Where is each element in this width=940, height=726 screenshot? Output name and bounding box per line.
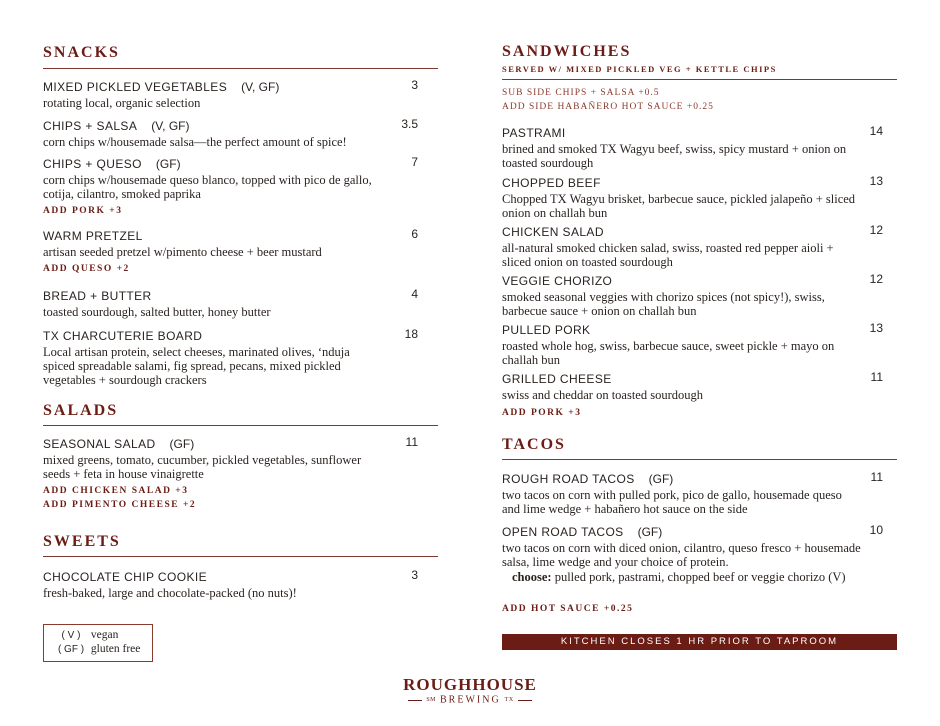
item-price: 6 [411, 227, 418, 241]
legend-gluten-free [54, 643, 140, 655]
item-name: BREAD + BUTTER [43, 289, 152, 303]
item-description: all-natural smoked chicken salad, swiss, roasted red pepper aioli + sliced onion on toasted sourdough [502, 241, 834, 269]
item-description: artisan seeded pretzel w/pimento cheese + beer mustard [43, 245, 322, 259]
item-name: CHIPS + SALSA [43, 119, 138, 133]
dietary-legend [43, 624, 153, 662]
item-price: 3 [411, 568, 418, 582]
salads-rule [43, 425, 438, 426]
menu-item-grilled-cheese [502, 370, 897, 402]
menu-item-veggie-chorizo [502, 272, 897, 318]
menu-item-pulled-pork [502, 321, 897, 367]
item-price: 13 [869, 174, 883, 188]
item-name: OPEN ROAD TACOS [502, 525, 624, 539]
menu-item-chopped-beef [502, 174, 897, 220]
item-price: 3.5 [401, 117, 418, 131]
item-price: 10 [869, 523, 883, 537]
logo-sub [400, 694, 540, 706]
item-description: roasted whole hog, swiss, barbecue sauce, sweet pickle + mayo on challah bun [502, 339, 835, 367]
logo-divider [518, 700, 532, 701]
legend-code: ( V ) [61, 630, 81, 641]
item-description: brined and smoked TX Wagyu beef, swiss, spicy mustard + onion on toasted sourdough [502, 142, 847, 170]
menu-item-chips-salsa [43, 117, 438, 149]
item-price: 13 [869, 321, 883, 335]
item-tag: (V, GF) [241, 80, 280, 94]
logo-right: TX [504, 697, 514, 703]
addon-pork: ADD PORK +3 [43, 206, 123, 216]
menu-item-rough-road-tacos [502, 470, 897, 516]
item-name: GRILLED CHEESE [502, 372, 612, 386]
item-price: 14 [869, 124, 883, 138]
snacks-title: SNACKS [43, 44, 120, 61]
item-tag: (V, GF) [151, 119, 190, 133]
logo-left: SM [426, 697, 436, 703]
kitchen-hours-banner: KITCHEN CLOSES 1 HR PRIOR TO TAPROOM [502, 634, 897, 650]
legend-label: vegan [90, 629, 119, 641]
item-name: SEASONAL SALAD [43, 437, 156, 451]
item-price: 3 [411, 78, 418, 92]
item-tag: (GF) [637, 525, 663, 539]
item-description: mixed greens, tomato, cucumber, pickled vegetables, sunflower seeds + feta in house vinaigrette [43, 453, 362, 481]
addon-pork: ADD PORK +3 [502, 408, 582, 418]
item-price: 12 [869, 272, 883, 286]
addon-queso: ADD QUESO +2 [43, 264, 130, 274]
item-name: PULLED PORK [502, 323, 591, 337]
item-description: corn chips w/housemade queso blanco, topped with pico de gallo, cotija, cilantro, smoked paprika [43, 173, 372, 201]
item-description: corn chips w/housemade salsa—the perfect amount of spice! [43, 135, 347, 149]
menu-item-pastrami [502, 124, 897, 170]
sub-note-chips-salsa: SUB SIDE CHIPS + SALSA +0.5 [502, 88, 660, 98]
sandwiches-rule [502, 79, 897, 80]
item-description: smoked seasonal veggies with chorizo spices (not spicy!), swiss, barbecue sauce + onion on challah bun [502, 290, 825, 318]
legend-code: ( GF ) [57, 644, 85, 655]
item-description: two tacos on corn with pulled pork, pico de gallo, housemade queso and lime wedge + habañero hot sauce on the side [502, 488, 842, 516]
menu-item-open-road-tacos [502, 523, 897, 569]
item-name: VEGGIE CHORIZO [502, 274, 613, 288]
menu-item-mixed-pickled-vegetables [43, 78, 438, 110]
sandwiches-title: SANDWICHES [502, 43, 632, 60]
menu-item-bread-butter [43, 287, 438, 319]
item-name: CHICKEN SALAD [502, 225, 604, 239]
item-price: 11 [405, 435, 418, 449]
item-description: two tacos on corn with diced onion, cilantro, queso fresco + housemade salsa, lime wedge and your choice of protein. [502, 541, 861, 569]
menu-item-chicken-salad [502, 223, 897, 269]
item-name: CHOPPED BEEF [502, 176, 601, 190]
item-name: MIXED PICKLED VEGETABLES [43, 80, 228, 94]
tacos-title: TACOS [502, 436, 566, 453]
logo-name: ROUGHHOUSE [403, 675, 537, 694]
item-description: rotating local, organic selection [43, 96, 201, 110]
item-description: Chopped TX Wagyu brisket, barbecue sauce, pickled jalapeño + sliced onion on challah bun [502, 192, 856, 220]
item-description: toasted sourdough, salted butter, honey butter [43, 305, 271, 319]
item-name: PASTRAMI [502, 126, 566, 140]
sandwiches-subtitle: SERVED W/ MIXED PICKLED VEG + KETTLE CHIPS [502, 64, 777, 74]
addon-chicken-salad: ADD CHICKEN SALAD +3 [43, 486, 189, 496]
item-price: 11 [870, 370, 883, 384]
menu-item-seasonal-salad [43, 435, 438, 481]
sweets-rule [43, 556, 438, 557]
item-description: Local artisan protein, select cheeses, marinated olives, ‘nduja spiced spreadable salami, fig spread, pecans, mixed pickled vegetables + sourdough crackers [43, 345, 350, 387]
legend-vegan [54, 629, 118, 641]
sweets-title: SWEETS [43, 533, 121, 550]
item-name: CHOCOLATE CHIP COOKIE [43, 570, 207, 584]
logo-brewing: BREWING [440, 694, 501, 706]
item-price: 12 [869, 223, 883, 237]
logo-divider [408, 700, 422, 701]
tacos-rule [502, 459, 897, 460]
addon-pimento-cheese: ADD PIMENTO CHEESE +2 [43, 500, 197, 510]
menu-item-chips-queso [43, 155, 438, 201]
roughhouse-logo [400, 676, 540, 706]
choose-label: choose: [512, 570, 552, 584]
choose-text: pulled pork, pastrami, chopped beef or veggie chorizo (V) [554, 570, 846, 584]
item-price: 4 [411, 287, 418, 301]
item-price: 11 [870, 470, 883, 484]
item-tag: (GF) [169, 437, 195, 451]
menu-item-tx-charcuterie-board [43, 327, 438, 387]
protein-choice [512, 570, 852, 584]
item-tag: (GF) [155, 157, 181, 171]
item-name: ROUGH ROAD TACOS [502, 472, 635, 486]
item-description: swiss and cheddar on toasted sourdough [502, 388, 704, 402]
item-name: CHIPS + QUESO [43, 157, 142, 171]
menu-item-warm-pretzel [43, 227, 438, 259]
item-name: WARM PRETZEL [43, 229, 143, 243]
menu-item-chocolate-chip-cookie [43, 568, 438, 600]
item-description: fresh-baked, large and chocolate-packed (no nuts)! [43, 586, 297, 600]
item-price: 7 [411, 155, 418, 169]
item-name: TX CHARCUTERIE BOARD [43, 329, 203, 343]
salads-title: SALADS [43, 402, 119, 419]
snacks-rule [43, 68, 438, 69]
addon-hot-sauce: ADD HOT SAUCE +0.25 [502, 604, 634, 614]
sub-note-hot-sauce: ADD SIDE HABAÑERO HOT SAUCE +0.25 [502, 102, 714, 112]
legend-label: gluten free [90, 643, 141, 655]
item-price: 18 [404, 327, 418, 341]
item-tag: (GF) [648, 472, 674, 486]
